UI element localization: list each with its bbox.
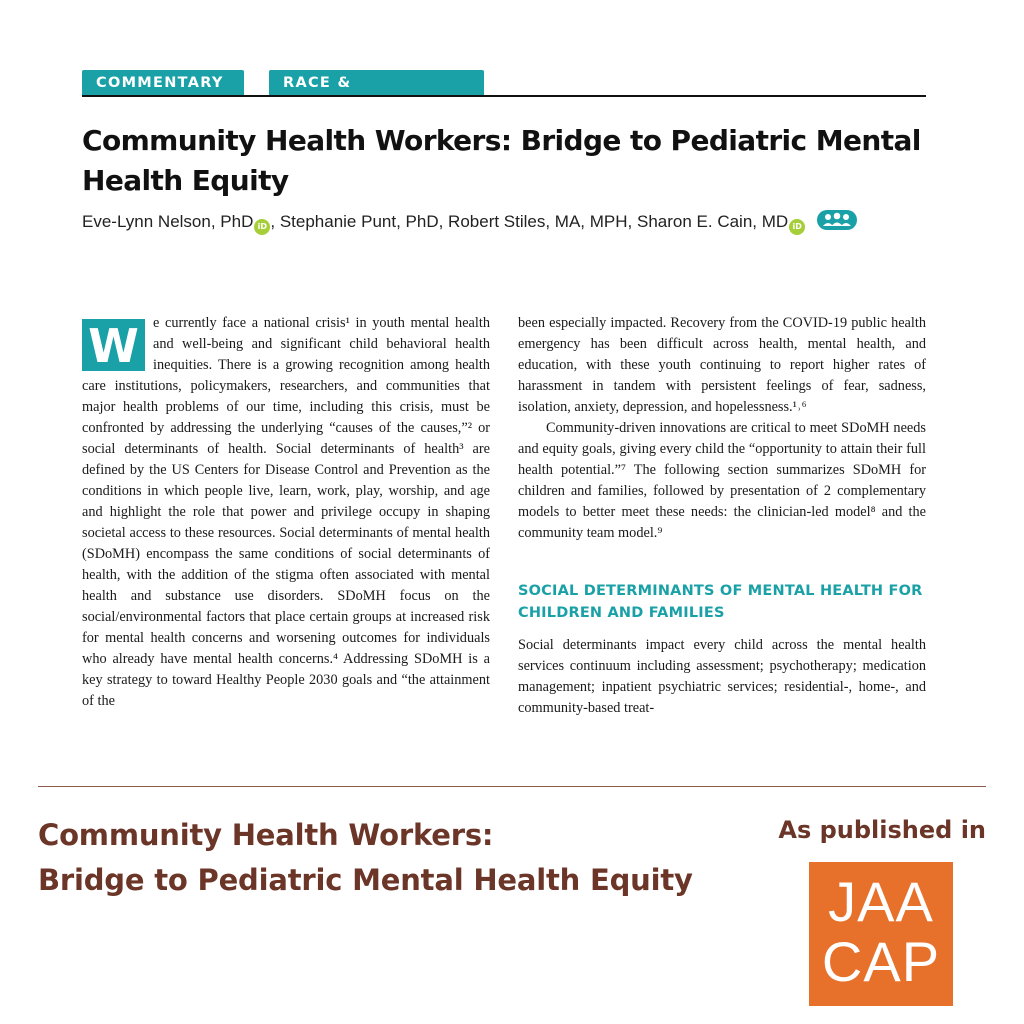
journal-logo-line: JAA bbox=[828, 870, 934, 933]
drop-cap: W bbox=[82, 319, 145, 371]
journal-logo-line: CAP bbox=[821, 930, 941, 993]
body-paragraph: Social determinants impact every child across the mental health services continuum including assessment; psychotherapy; medication management; inpatient psychiatric services; residential-, home-, and community-based treat- bbox=[518, 637, 926, 716]
article-tags bbox=[82, 70, 926, 118]
author-name[interactable]: Sharon E. Cain, MD bbox=[637, 212, 789, 231]
body-column-left bbox=[82, 313, 490, 712]
author-name[interactable]: Eve-Lynn Nelson, PhD bbox=[82, 212, 254, 231]
footer-title-line: Bridge to Pediatric Mental Health Equity bbox=[38, 863, 693, 897]
body-paragraph: Community-driven innovations are critical to meet SDoMH needs and equity goals, giving every child the “opportunity to attain their full health potential.”⁷ The following section summarizes SDoMH for children and families, followed by presentation of 2 complementary models to better meet these needs: the clinician-led model⁸ and the community team model.⁹ bbox=[518, 420, 926, 541]
published-in-label: As published in bbox=[778, 816, 986, 844]
body-paragraph: e currently face a national crisis¹ in youth mental health and well-being and significant child behavioral health inequities. There is a growing recognition among health care institutions, policymakers, researchers, and communities that major health problems of our time, including this crisis, must be confronted by addressing the underlying “causes of the causes,”² or social determinants of health. Social determinants of health³ are defined by the US Centers for Disease Control and Prevention as the conditions in which people live, learn, work, play, worship, and age and highlight the role that power and privilege occupy in shaping societal access to these resources. Social determinants of mental health (SDoMH) encompass the same conditions of social determinants of health, with the addition of the stigma often associated with mental health and substance use disorders. SDoMH focus on the social/environmental factors that place certain groups at increased risk for mental health concerns and worsening outcomes for individuals who already have mental health concerns.⁴ Addressing SDoMH is a key strategy to toward Healthy People 2030 goals and “the attainment of the bbox=[82, 315, 490, 709]
group-authors-icon[interactable] bbox=[816, 209, 858, 231]
author-list: Eve-Lynn Nelson, PhD iD , Stephanie Punt, PhD, Robert Stiles, MA, MPH, Sharon E. Cain, MD iD bbox=[82, 209, 962, 235]
body-column-right bbox=[518, 313, 926, 719]
article-title: Community Health Workers: Bridge to Pediatric Mental Health Equity bbox=[82, 124, 921, 197]
tag-race-disparities[interactable]: RACE & DISPARITIES bbox=[269, 70, 484, 95]
body-paragraph: been especially impacted. Recovery from the COVID-19 public health emergency has been difficult across health, mental health, and education, with these youth continuing to report higher rates of harassment in tandem with persistent feelings of fear, sadness, isolation, anxiety, depression, and hopelessness.¹˒⁶ bbox=[518, 315, 926, 415]
footer-divider bbox=[38, 786, 986, 787]
footer-title-line: Community Health Workers: bbox=[38, 818, 494, 852]
author-name[interactable]: Stephanie Punt, PhD bbox=[279, 212, 439, 231]
orcid-icon[interactable]: iD bbox=[789, 219, 805, 235]
tag-commentary[interactable]: COMMENTARY bbox=[82, 70, 244, 95]
section-heading: SOCIAL DETERMINANTS OF MENTAL HEALTH FOR CHILDREN AND FAMILIES bbox=[518, 583, 923, 621]
footer-title bbox=[38, 813, 758, 903]
author-name[interactable]: Robert Stiles, MA, MPH bbox=[448, 212, 628, 231]
journal-logo[interactable] bbox=[809, 862, 953, 1006]
orcid-icon[interactable]: iD bbox=[254, 219, 270, 235]
